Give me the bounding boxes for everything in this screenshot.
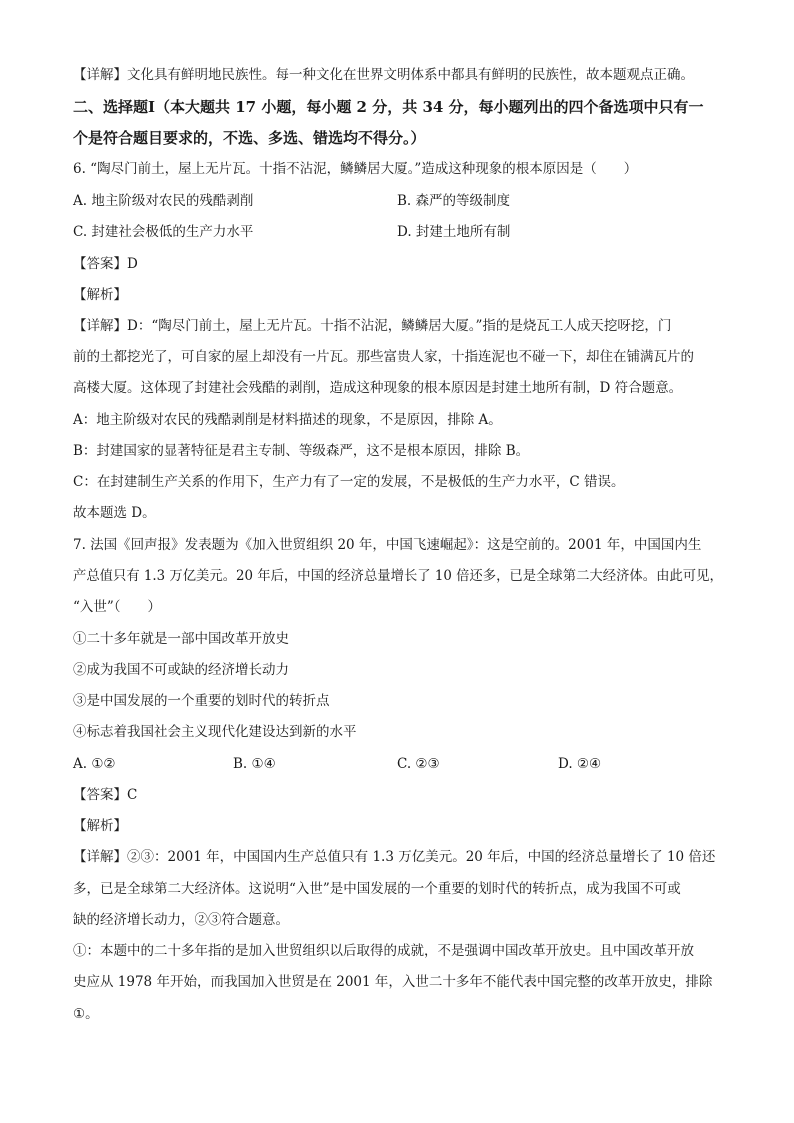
q6-detail-line1: 【详解】D：“陶尽门前土，屋上无片瓦。十指不沾泥，鳞鳞居大厦。”指的是烧瓦工人成天挖呀挖，门 — [73, 318, 672, 334]
q7-statement-3: ③是中国发展的一个重要的划时代的转折点 — [73, 693, 330, 709]
q6-note-b: B：封建国家的显著特征是君主专制、等级森严，这不是根本原因，排除 B。 — [73, 443, 530, 459]
q7-detail-line3: 缺的经济增长动力，②③符合题意。 — [73, 912, 289, 928]
q6-option-c: C. 封建社会极低的生产力水平 — [73, 224, 254, 240]
q7-detail-line1: 【详解】②③：2001 年，中国国内生产总值只有 1.3 万亿美元。20 年后，中国的经济总量增长了 10 倍还 — [73, 849, 716, 865]
q7-note-1-line3: ①。 — [73, 1006, 99, 1022]
q7-detail-line2: 多，已是全球第二大经济体。这说明“入世”是中国发展的一个重要的划时代的转折点，成为我国不可或 — [73, 881, 681, 897]
q7-note-1-line1: ①：本题中的二十多年指的是加入世贸组织以后取得的成就，不是强调中国改革开放史。且中国改革开放 — [73, 943, 694, 959]
q7-option-c: C. ②③ — [397, 756, 440, 772]
q7-statement-1: ①二十多年就是一部中国改革开放史 — [73, 631, 289, 647]
q6-option-d: D. 封建土地所有制 — [397, 224, 511, 240]
q6-analysis-label: 【解析】 — [73, 287, 127, 303]
q6-option-a: A. 地主阶级对农民的残酷剥削 — [73, 193, 254, 209]
q6-detail-line2: 前的土都挖光了，可自家的屋上却没有一片瓦。那些富贵人家，十指连泥也不碰一下，却住在铺满瓦片的 — [73, 349, 694, 365]
q6-conclusion: 故本题选 D。 — [73, 505, 156, 521]
q7-analysis-label: 【解析】 — [73, 818, 127, 834]
q7-option-d: D. ②④ — [558, 756, 602, 772]
q7-statement-2: ②成为我国不可或缺的经济增长动力 — [73, 662, 289, 678]
q6-answer: 【答案】D — [73, 256, 138, 272]
q5-detail: 【详解】文化具有鲜明地民族性。每一种文化在世界文明体系中都具有鲜明的民族性，故本题观点正确。 — [73, 67, 694, 83]
q7-note-1-line2: 史应从 1978 年开始，而我国加入世贸是在 2001 年，入世二十多年不能代表中国完整的改革开放史，排除 — [73, 974, 713, 990]
q7-option-a: A. ①② — [73, 756, 116, 772]
q6-question: 6. “陶尽门前土，屋上无片瓦。十指不沾泥，鳞鳞居大厦。”造成这种现象的根本原因是（ ） — [73, 161, 638, 177]
q7-question-line1: 7. 法国《回声报》发表题为《加入世贸组织 20 年，中国飞速崛起》：这是空前的。2001 年，中国国内生 — [73, 537, 702, 553]
q6-note-c: C：在封建制生产关系的作用下，生产力有了一定的发展，不是极低的生产力水平，C 错误。 — [73, 474, 625, 490]
q6-detail-line3: 高楼大厦。这体现了封建社会残酷的剥削，造成这种现象的根本原因是封建土地所有制，D 符合题意。 — [73, 380, 683, 396]
q7-statement-4: ④标志着我国社会主义现代化建设达到新的水平 — [73, 724, 357, 740]
q7-question-line3: “入世”（ ） — [73, 599, 162, 615]
q7-question-line2: 产总值只有 1.3 万亿美元。20 年后，中国的经济总量增长了 10 倍还多，已是全球第二大经济体。由此可见， — [73, 568, 723, 584]
q7-answer: 【答案】C — [73, 787, 138, 803]
q7-option-b: B. ①④ — [233, 756, 276, 772]
q6-option-b: B. 森严的等级制度 — [397, 193, 511, 209]
section-heading-line2: 个是符合题目要求的，不选、多选、错选均不得分。） — [73, 129, 426, 147]
q6-note-a: A：地主阶级对农民的残酷剥削是材料描述的现象，不是原因，排除 A。 — [73, 412, 502, 428]
section-heading-line1: 二、选择题Ⅰ（本大题共 17 小题，每小题 2 分，共 34 分，每小题列出的四个备选项中只有一 — [73, 98, 704, 116]
